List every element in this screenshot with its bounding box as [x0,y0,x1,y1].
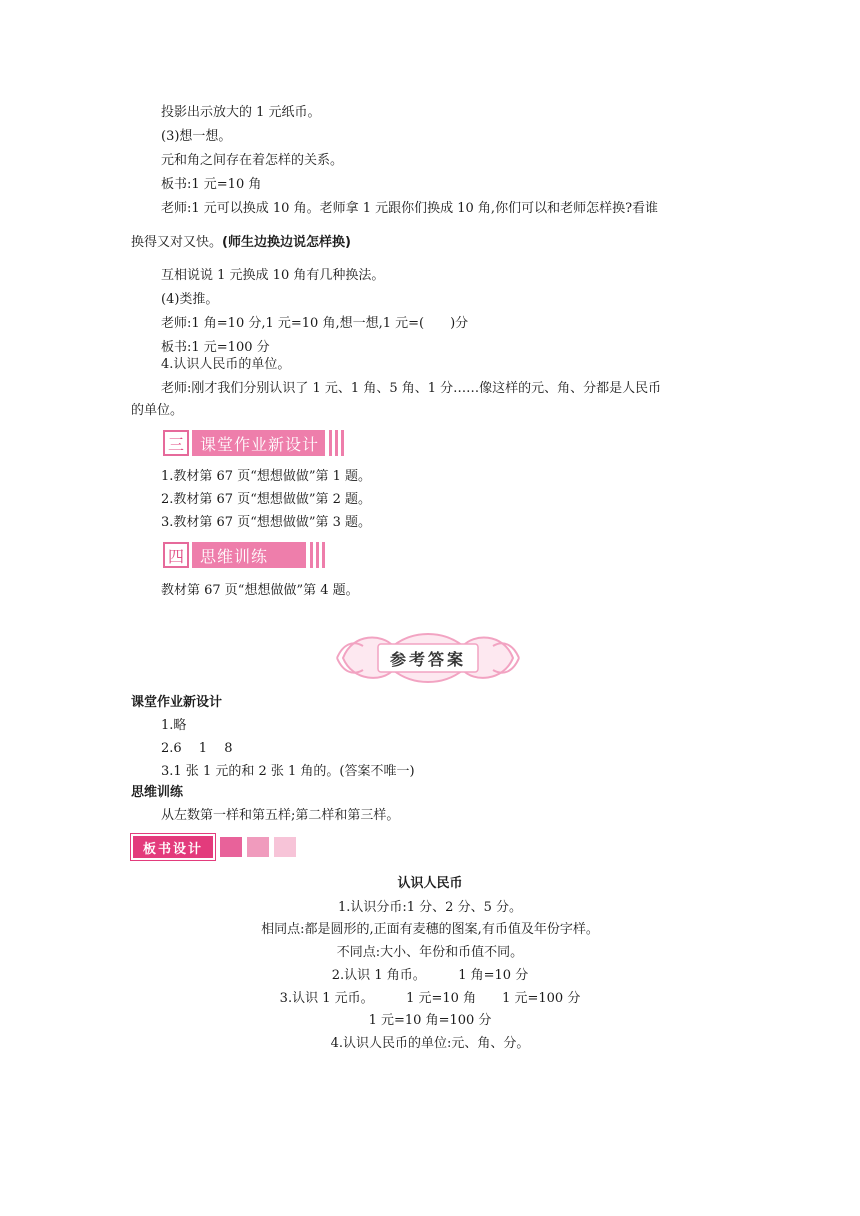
list-item: 教材第 67 页“想想做做”第 4 题。 [161,583,359,598]
answer-item: 2.6 1 8 [161,741,233,756]
board-line: 2.认识 1 角币。 1 角=10 分 [331,968,529,983]
board-line: 相同点:都是圆形的,正面有麦穗的图案,有币值及年份字样。 [261,922,599,937]
tag-square [220,837,242,857]
board-line: 1.认识分币:1 分、2 分、5 分。 [338,900,522,915]
text-fragment: 换得又对又快。 [131,235,223,250]
list-item: 2.教材第 67 页“想想做做”第 2 题。 [161,492,372,507]
text-line: 的单位。 [131,403,184,418]
text-line: 老师:1 元可以换成 10 角。老师拿 1 元跟你们换成 10 角,你们可以和老师怎样换?看谁 [161,201,659,216]
tag-square [274,837,296,857]
section-number: 四 [163,542,189,568]
board-design-tag [131,836,296,858]
text-line: 元和角之间存在着怎样的关系。 [161,153,344,168]
board-title: 认识人民币 [397,876,463,891]
text-line: (4)类推。 [161,292,219,307]
text-line: 4.认识人民币的单位。 [161,357,291,372]
text-line [131,233,351,253]
answer-heading: 课堂作业新设计 [131,695,223,710]
bold-note: (师生边换边说怎样换) [222,235,351,250]
answer-heading: 思维训练 [131,785,184,800]
answer-item: 3.1 张 1 元的和 2 张 1 角的。(答案不唯一) [161,764,415,779]
section-number: 三 [163,430,189,456]
board-line: 4.认识人民币的单位:元、角、分。 [330,1036,530,1051]
section-banner [163,542,328,568]
answer-item: 从左数第一样和第五样;第二样和第三样。 [161,808,400,823]
board-line: 不同点:大小、年份和币值不同。 [336,945,524,960]
board-line: 1 元=10 角=100 分 [368,1013,492,1028]
banner-stripes [329,430,347,456]
text-line: 板书:1 元=10 角 [161,177,262,192]
section-title: 课堂作业新设计 [192,430,325,456]
tag-square [247,837,269,857]
text-line: 板书:1 元=100 分 [161,340,270,355]
text-line: (3)想一想。 [161,129,232,144]
banner-stripes [310,542,328,568]
list-item: 1.教材第 67 页“想想做做”第 1 题。 [161,469,372,484]
text-line: 投影出示放大的 1 元纸币。 [161,105,321,120]
text-line: 互相说说 1 元换成 10 角有几种换法。 [161,268,385,283]
section-title: 思维训练 [192,542,306,568]
text-line: 老师:刚才我们分别认识了 1 元、1 角、5 角、1 分……像这样的元、角、分都是人民币 [161,381,662,396]
list-item: 3.教材第 67 页“想想做做”第 3 题。 [161,515,372,530]
board-line: 3.认识 1 元币。 1 元=10 角 1 元=100 分 [279,991,581,1006]
text-line: 老师:1 角=10 分,1 元=10 角,想一想,1 元=( )分 [161,316,469,331]
board-tag-label: 板书设计 [131,834,215,860]
badge-label: 参考答案 [389,649,466,669]
answer-badge [333,624,523,690]
section-banner [163,430,347,456]
answer-item: 1.略 [161,718,187,733]
